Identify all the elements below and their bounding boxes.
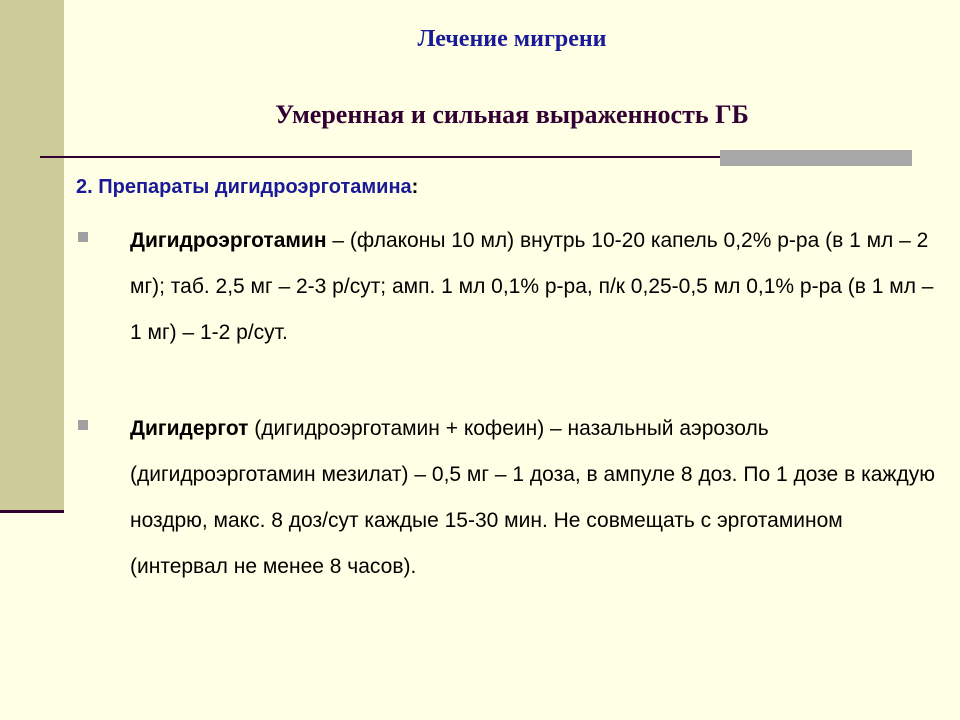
divider-accent-bar xyxy=(720,150,912,166)
bullet-term: Дигидроэрготамин xyxy=(130,229,327,252)
bullet-text xyxy=(130,218,945,356)
slide-title: Лечение мигрени xyxy=(417,26,607,52)
section-heading xyxy=(76,176,418,199)
section-heading-colon: : xyxy=(411,176,419,198)
square-bullet-icon xyxy=(78,420,88,430)
bullet-description: – (флаконы 10 мл) внутрь 10-20 капель 0,2% р-ра (в 1 мл – 2 мг); таб. 2,5 мг – 2-3 р/сут; амп. 1 мл 0,1% р-ра, п/к 0,25-0,5 мл 0,1% р-ра (в 1 мл – 1 мг) – 1-2 р/сут. xyxy=(130,229,934,344)
section-heading-text: 2. Препараты дигидроэрготамина xyxy=(76,176,412,198)
square-bullet-icon xyxy=(78,232,88,242)
sidebar-decoration xyxy=(0,0,64,510)
bullet-description: (дигидроэрготамин + кофеин) – назальный аэрозоль (дигидроэрготамин мезилат) – 0,5 мг – 1 доза, в ампуле 8 доз. По 1 дозе в каждую ноздрю, макс. 8 доз/сут каждые 15-30 мин. Не совмещать с эрготамином (интервал не менее 8 часов). xyxy=(130,417,935,578)
slide-subtitle: Умеренная и сильная выраженность ГБ xyxy=(275,100,749,129)
bullet-term: Дигидергот xyxy=(130,417,249,440)
sidebar-divider xyxy=(0,510,64,513)
bullet-text xyxy=(130,406,945,590)
